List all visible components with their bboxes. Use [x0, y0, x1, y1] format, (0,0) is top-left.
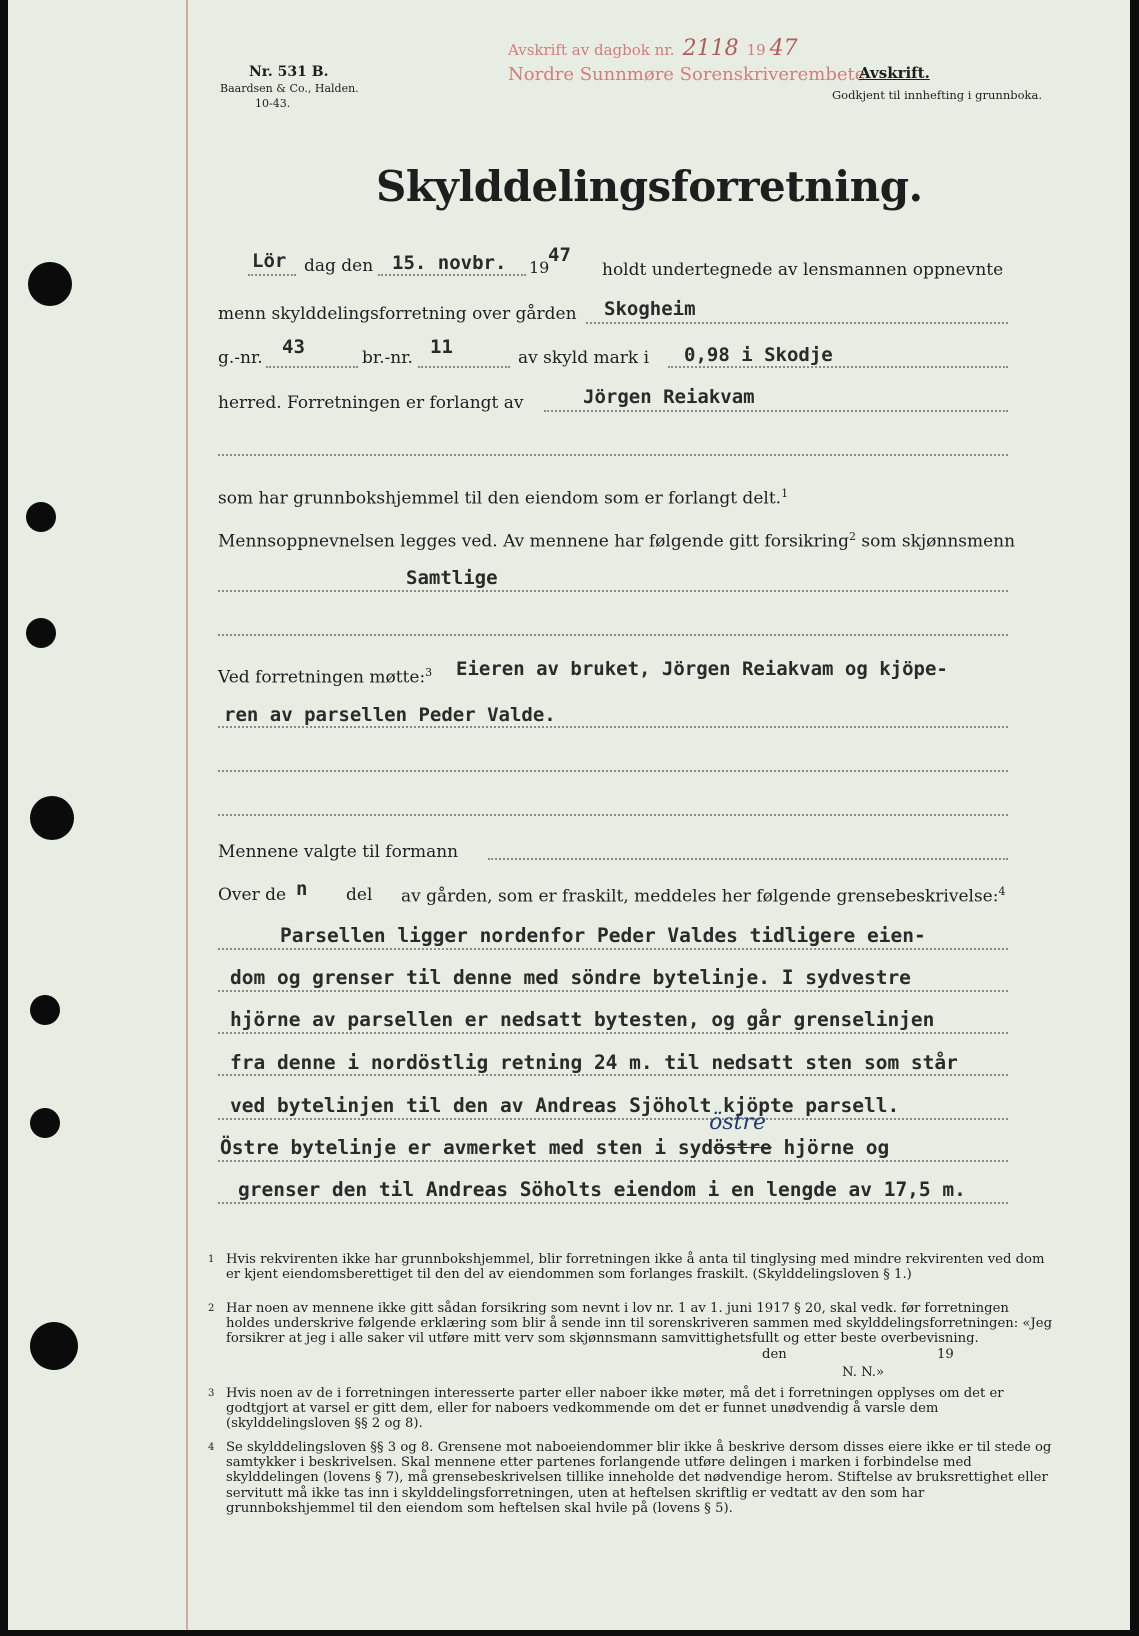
bnr-value: 11	[430, 336, 453, 358]
fill-line	[218, 770, 1008, 772]
footnote-signature: N. N.»	[842, 1365, 885, 1380]
century-label: 19	[529, 258, 550, 277]
description-line: grenser den til Andreas Söholts eiendom i en lengde av 17,5 m.	[238, 1178, 966, 1201]
punch-hole	[30, 1108, 60, 1138]
form-number: Nr. 531 B.	[249, 64, 329, 80]
punch-hole	[30, 1322, 78, 1370]
fill-line	[218, 948, 1008, 950]
document-title: Skylddelingsforretning.	[376, 162, 923, 211]
date-value: 15. novbr.	[392, 252, 507, 274]
dag-den-label: dag den	[304, 256, 374, 276]
del-label: del	[346, 885, 373, 905]
fill-line	[218, 1118, 1008, 1120]
present-label	[218, 666, 432, 688]
oath-text	[218, 530, 1015, 552]
over-value: n	[296, 878, 308, 900]
hjemmel-sentence: som har grunnbokshjemmel til den eiendom som er forlangt delt.	[218, 488, 782, 509]
requester-value: Jörgen Reiakvam	[583, 386, 755, 408]
fill-line	[418, 366, 510, 368]
skyld-label: av skyld mark i	[518, 348, 650, 368]
fill-line	[218, 454, 1008, 456]
stamp-year: 47	[769, 36, 798, 61]
footnote-text: Se skylddelingsloven §§ 3 og 8. Grensene mot naboeiendommer blir ikke å beskrive dersom disses eiere ikke er til stede og samtykker i beskrivelsen. Skal mennene etter partenes forlangende utføre delingen i marken i forbindelse med skylddelingen (lovens § 7), må grensebeskrivelsen tillike inneholde det nødvendige herom. Stiftelse av bruksrettighet eller servitutt må ikke tas inn i skylddelingsforretningen, uten at heftelsen skriftlig er vedtatt av den som har grunnbokshjemmel til den eiendom som heftelsen skal hvile på (lovens § 5).	[226, 1440, 1052, 1516]
footnote-text: Hvis rekvirenten ikke har grunnbokshjemmel, blir forretningen ikke å anta til tinglysing med mindre rekvirenten ved dom er kjent eiendomsberettiget til den del av eiendommen som forlanges fraskilt. (Skylddelingsloven § 1.)	[226, 1252, 1045, 1283]
fill-line	[544, 410, 1008, 412]
footnote-number: 1	[208, 1254, 215, 1265]
fill-line	[218, 726, 1008, 728]
oath-sentence-end: som skjønnsmenn	[861, 531, 1016, 552]
footnote-den: den	[762, 1347, 787, 1362]
description-line: dom og grenser til denne med söndre bytelinje. I sydvestre	[230, 966, 911, 989]
margin-rule	[186, 0, 188, 1630]
punch-hole	[26, 618, 56, 648]
bnr-label: br.-nr.	[362, 348, 413, 368]
description-line-corrected	[220, 1110, 890, 1159]
stamp-prefix: Avskrift av dagbok nr.	[508, 41, 675, 59]
struck-text: östre	[713, 1136, 772, 1159]
present-line: Eieren av bruket, Jörgen Reiakvam og kjöpe-	[456, 658, 948, 680]
punch-hole	[30, 995, 60, 1025]
printer-name: Baardsen & Co., Halden.	[220, 82, 359, 95]
description-line: fra denne i nordöstlig retning 24 m. til nedsatt sten som står	[230, 1051, 958, 1074]
farm-label: menn skylddelingsforretning over gården	[218, 304, 577, 324]
stamp-number: 2118	[682, 36, 739, 61]
footnote-4	[208, 1440, 1056, 1516]
print-date: 10-43.	[255, 97, 291, 110]
footnote-ref: 3	[425, 666, 433, 679]
fill-line	[586, 322, 1008, 324]
description-line: ved bytelinjen til den av Andreas Sjöholt kjöpte parsell.	[230, 1094, 900, 1117]
present-label-text: Ved forretningen møtte:	[218, 667, 426, 688]
footnote-ref: 2	[848, 530, 856, 543]
footnote-text: Hvis noen av de i forretningen interesserte parter eller naboer ikke møter, må det i forretningen opplyses om det er godtgjort at varsel er gitt dem, eller for naboers vedkommende om det er funnet unødvendig å varsle dem (skylddelingsloven §§ 2 og 8).	[226, 1386, 1004, 1432]
fill-line	[266, 366, 358, 368]
footnote-1	[208, 1252, 1056, 1283]
footnote-number: 4	[208, 1442, 215, 1453]
fill-line	[218, 1202, 1008, 1204]
intro-text: holdt undertegnede av lensmannen oppnevnte	[602, 260, 1004, 280]
stamp-office: Nordre Sunnmøre Sorenskriverembete	[508, 64, 866, 85]
footnote-number: 3	[208, 1388, 215, 1399]
line-start: Östre bytelinje er avmerket med sten i syd	[220, 1136, 714, 1159]
oath-value: Samtlige	[406, 567, 498, 589]
footnote-text: Har noen av mennene ikke gitt sådan forsikring som nevnt i lov nr. 1 av 1. juni 1917 § 20, skal vedk. før forretningen holdes underskrive følgende erklæring som blir å sende inn til sorenskriveren sammen med skylddelingsforretningen: «Jeg forsikrer at jeg i alle saker vil utføre mitt verv som skjønnsmann samvittighetsfullt og etter beste overbevisning.	[226, 1301, 1053, 1347]
fill-line	[488, 858, 1008, 860]
gnr-label: g.-nr.	[218, 348, 263, 368]
description-line: Parsellen ligger nordenfor Peder Valdes tidligere eien-	[280, 924, 926, 947]
hjemmel-text	[218, 487, 788, 509]
skyld-value: 0,98 i Skodje	[684, 344, 833, 366]
farm-name-value: Skogheim	[604, 298, 696, 320]
fill-line	[218, 1160, 1008, 1162]
fill-line	[668, 366, 1008, 368]
year-value: 47	[548, 244, 571, 266]
fill-line	[218, 814, 1008, 816]
copy-label: Avskrift.	[859, 64, 930, 82]
copy-approval: Godkjent til innhefting i grunnboka.	[832, 88, 1042, 102]
fill-line	[378, 274, 526, 276]
fill-line	[218, 1032, 1008, 1034]
document-page	[8, 0, 1130, 1630]
over-label: Over de	[218, 885, 287, 905]
herred-label: herred. Forretningen er forlangt av	[218, 393, 524, 413]
journal-stamp	[508, 36, 798, 61]
description-line: hjörne av parsellen er nedsatt bytesten, og går grenselinjen	[230, 1008, 935, 1031]
fill-line	[218, 1074, 1008, 1076]
struck-word	[709, 1110, 772, 1159]
punch-hole	[26, 502, 56, 532]
fill-line	[218, 634, 1008, 636]
inserted-word: östre	[709, 1110, 767, 1135]
footnote-ref: 4	[998, 885, 1006, 898]
present-line: ren av parsellen Peder Valde.	[224, 704, 556, 726]
fill-line	[218, 590, 1008, 592]
fill-line	[218, 990, 1008, 992]
footnote-2	[208, 1301, 1056, 1347]
gnr-value: 43	[282, 336, 305, 358]
chair-label: Mennene valgte til formann	[218, 842, 459, 862]
stamp-century: 19	[746, 41, 766, 59]
over-rest	[401, 885, 1005, 907]
footnote-19: 19	[937, 1347, 954, 1362]
footnote-3	[208, 1386, 1056, 1432]
weekday-value: Lör	[252, 250, 287, 272]
fill-line	[248, 274, 296, 276]
punch-hole	[30, 796, 74, 840]
footnote-number: 2	[208, 1303, 215, 1314]
punch-hole	[28, 262, 72, 306]
over-rest-text: av gården, som er fraskilt, meddeles her følgende grensebeskrivelse:	[401, 886, 999, 907]
line-end: hjörne og	[771, 1136, 890, 1159]
footnote-ref: 1	[781, 487, 789, 500]
oath-sentence: Mennsoppnevnelsen legges ved. Av mennene har følgende gitt forsikring	[218, 531, 849, 552]
